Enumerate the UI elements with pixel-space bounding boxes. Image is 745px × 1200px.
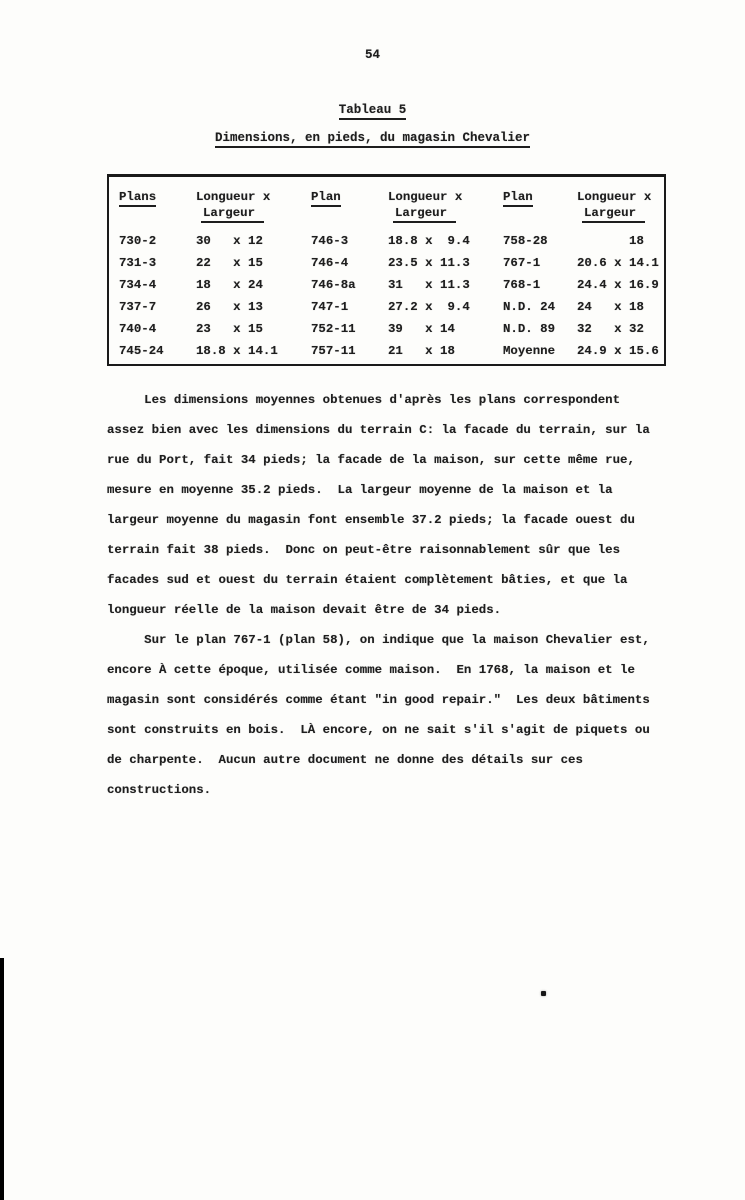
text-line: longueur réelle de la maison devait être de 34 pieds.	[107, 603, 502, 617]
table-row	[119, 318, 664, 340]
table-title-text: Tableau 5	[339, 103, 407, 120]
text-line: encore À cette époque, utilisée comme maison. En 1768, la maison et le	[107, 663, 635, 677]
table-subtitle	[0, 131, 745, 145]
cell-dims: 18	[577, 234, 644, 248]
cell-dims: 22 x 15	[196, 256, 263, 270]
header-dimensions-3: Longueur x Largeur	[577, 189, 662, 223]
cell-plan: 730-2	[119, 234, 157, 248]
cell-plan: N.D. 24	[503, 300, 556, 314]
text-line: mesure en moyenne 35.2 pieds. La largeur moyenne de la maison et la	[107, 483, 613, 497]
cell-plan: 746-3	[311, 234, 349, 248]
cell-plan: 747-1	[311, 300, 349, 314]
cell-dims: 24.9 x 15.6	[577, 344, 659, 358]
scan-artifact-bar	[0, 958, 4, 1200]
cell-dims: 18 x 24	[196, 278, 263, 292]
cell-dims: 30 x 12	[196, 234, 263, 248]
cell-dims: 18.8 x 14.1	[196, 344, 278, 358]
cell-dims: 26 x 13	[196, 300, 263, 314]
cell-dims: 23 x 15	[196, 322, 263, 336]
cell-dims: 23.5 x 11.3	[388, 256, 470, 270]
cell-plan: 740-4	[119, 322, 157, 336]
cell-plan: N.D. 89	[503, 322, 556, 336]
text-line: de charpente. Aucun autre document ne donne des détails sur ces	[107, 753, 583, 767]
table-row	[119, 274, 664, 296]
cell-dims: 27.2 x 9.4	[388, 300, 470, 314]
cell-plan: 757-11	[311, 344, 356, 358]
cell-plan: 746-4	[311, 256, 349, 270]
scan-artifact-speck	[541, 991, 546, 996]
cell-dims: 18.8 x 9.4	[388, 234, 470, 248]
table-row	[119, 296, 664, 318]
cell-dims: 24.4 x 16.9	[577, 278, 659, 292]
table-row	[119, 252, 664, 274]
text-line: rue du Port, fait 34 pieds; la facade de la maison, sur cette même rue,	[107, 453, 635, 467]
cell-dims: 20.6 x 14.1	[577, 256, 659, 270]
text-line: sont construits en bois. LÀ encore, on ne sait s'il s'agit de piquets ou	[107, 723, 650, 737]
header-plan-3: Plan	[503, 189, 577, 223]
table-row	[119, 230, 664, 252]
header-plan-2: Plan	[311, 189, 388, 223]
header-dimensions-2: Longueur x Largeur	[388, 189, 503, 223]
table-title	[0, 103, 745, 117]
cell-plan: 758-28	[503, 234, 548, 248]
cell-plan: 734-4	[119, 278, 157, 292]
cell-plan: 745-24	[119, 344, 164, 358]
text-line: largeur moyenne du magasin font ensemble 37.2 pieds; la facade ouest du	[107, 513, 635, 527]
text-line: constructions.	[107, 783, 212, 797]
text-line: Les dimensions moyennes obtenues d'après les plans correspondent	[107, 393, 621, 407]
table-subtitle-text: Dimensions, en pieds, du magasin Chevalier	[215, 131, 530, 148]
cell-dims: 31 x 11.3	[388, 278, 470, 292]
cell-dims: 32 x 32	[577, 322, 644, 336]
cell-plan: 731-3	[119, 256, 157, 270]
table-header-row	[119, 189, 664, 223]
cell-dims: 39 x 14	[388, 322, 455, 336]
dimensions-table	[107, 174, 666, 366]
page-number: 54	[364, 48, 380, 62]
cell-dims: 24 x 18	[577, 300, 644, 314]
cell-dims: 21 x 18	[388, 344, 455, 358]
body-paragraphs	[107, 381, 707, 805]
table-row	[119, 340, 664, 362]
cell-plan: 767-1	[503, 256, 541, 270]
text-line: Sur le plan 767-1 (plan 58), on indique que la maison Chevalier est,	[107, 633, 650, 647]
text-line: magasin sont considérés comme étant "in good repair." Les deux bâtiments	[107, 693, 650, 707]
cell-plan: 746-8a	[311, 278, 356, 292]
cell-plan: 752-11	[311, 322, 356, 336]
cell-plan: 768-1	[503, 278, 541, 292]
cell-plan: Moyenne	[503, 344, 556, 358]
cell-plan: 737-7	[119, 300, 157, 314]
header-plans: Plans	[119, 189, 196, 223]
header-dimensions-1: Longueur x Largeur	[196, 189, 311, 223]
text-line: facades sud et ouest du terrain étaient complètement bâties, et que la	[107, 573, 628, 587]
text-line: assez bien avec les dimensions du terrain C: la facade du terrain, sur la	[107, 423, 650, 437]
text-line: terrain fait 38 pieds. Donc on peut-être raisonnablement sûr que les	[107, 543, 621, 557]
